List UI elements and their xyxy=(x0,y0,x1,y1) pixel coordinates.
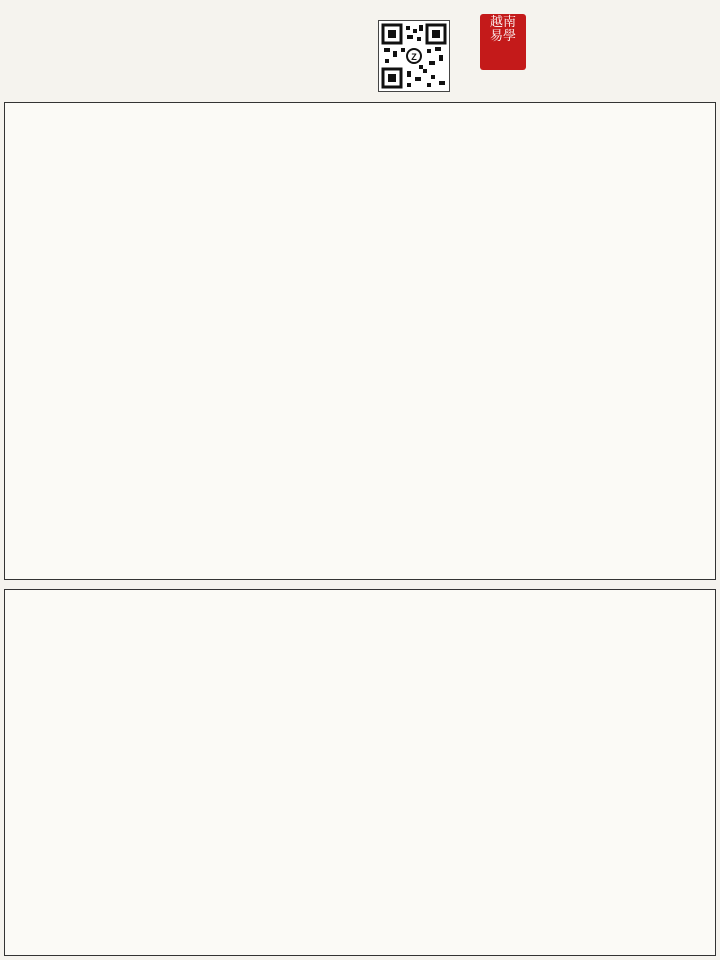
svg-text:Z: Z xyxy=(411,52,417,62)
red-seal-stamp: 越南 易學 xyxy=(480,14,526,70)
annual-luck-table xyxy=(4,589,716,956)
chart-header xyxy=(12,8,16,24)
four-pillars-chart xyxy=(4,102,716,580)
qr-code-icon xyxy=(378,20,450,92)
